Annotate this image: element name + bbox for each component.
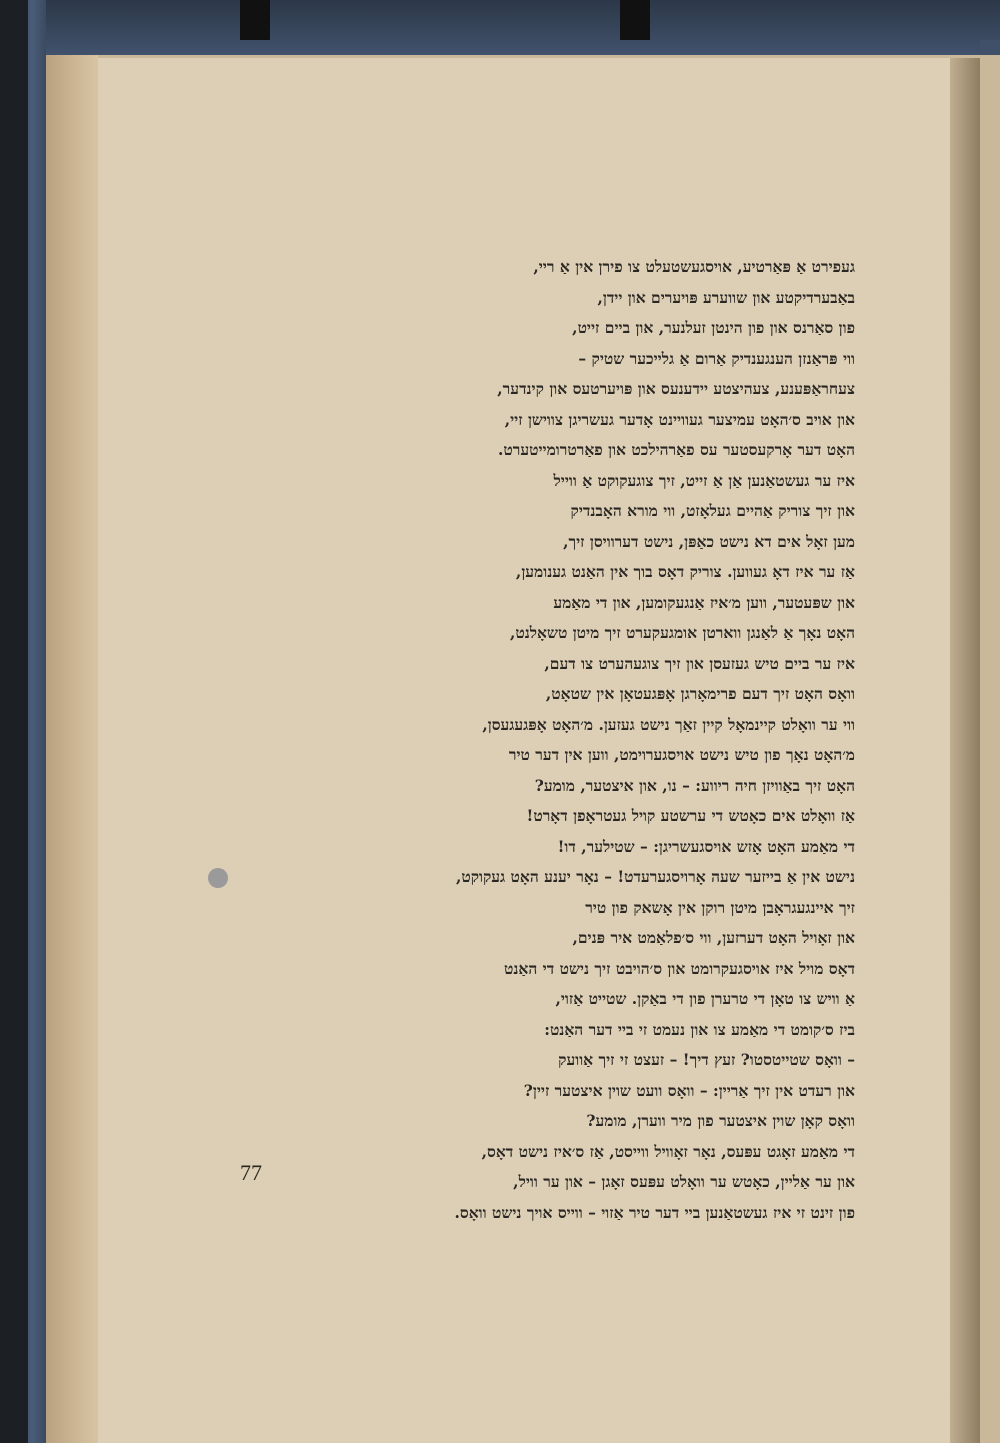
text-line: האָט נאָך אַ לאַנגן ווארטן אומגעקערט זיך מיטן טשאָלנט,: [509, 623, 855, 642]
text-line: און ער אַליין, כאָטש ער וואָלט עפּעס זאָגן – און ער וויל,: [513, 1172, 855, 1191]
book-spine: [0, 0, 28, 1443]
text-line: אַז וואָלט אים כאָטש די ערשטע קויל געטראָפן דאָרט!: [526, 806, 855, 825]
text-line: די מאַמע האָט אָזש אויסגעשריגן: – שטילער, דו!: [557, 836, 855, 856]
text-line: צעחראַפּענע, צעהיצטע יידענעס און פּויערטעס און קינדער,: [497, 379, 855, 398]
text-line: איז ער ביים טיש געזעסן און זיך צוגעהערט צו דעם,: [544, 653, 855, 673]
book-cover-top: [0, 0, 1000, 60]
page-gutter-shadow: [950, 58, 980, 1443]
text-line: די מאַמע זאָגט עפּעס, נאָר זאָוויל ווייסט, אַז ס׳איז נישט דאָס,: [481, 1141, 855, 1161]
text-line: וואָס האָט זיך דעם פרימאָרגן אָפּגעטאָן אין שטאָט,: [545, 684, 855, 703]
text-line: אַ וויש צו טאָן די טרערן פון די באַקן. שטייט אַזוי,: [555, 989, 855, 1008]
text-line: און זיך צוריק אַהיים געלאָזט, ווי מורא האָבנדיק: [570, 501, 855, 520]
text-line: באַבערדיקטע און שווערע פּויערים און יידן,: [597, 287, 855, 307]
page-text: [235, 252, 855, 1228]
text-line: ביז ס׳קומט די מאַמע צו און נעמט זי ביי דער האַנט:: [544, 1019, 855, 1039]
text-line: וואָס קאָן שוין איצטער פון מיר ווערן, מומע?: [586, 1111, 855, 1130]
text-line: און שפּעטער, ווען מ׳איז אַנגעקומען, און די מאַמע: [553, 592, 855, 612]
text-line: זיך איינגעגראָבן מיטן רוקן אין אָשאק פון טיר: [585, 897, 855, 917]
text-line: געפירט אַ פּאַרטיע, אויסגעשטעלט צו פירן אין אַ ריי,: [533, 257, 855, 276]
text-line: – וואָס שטייטסטו? זעץ דיך! – זעצט זי זיך אַוועק: [558, 1050, 855, 1069]
text-line: ווי פּראַנזן הענגענדיק אַרום אַ גלייכער שטיק –: [578, 348, 855, 368]
scanner-clip: [240, 0, 270, 40]
page-edge: [46, 55, 98, 1443]
page-hole: [208, 868, 228, 888]
text-line: מ׳האָט נאָך פון טיש נישט אויסגערוימט, ווען אין דער טיר: [508, 745, 855, 764]
text-line: האָט זיך באַוויזן חיה ריווע: – נו, און איצטער, מומע?: [534, 775, 855, 795]
text-line: און רעדט אין זיך אַריין: – וואָס וועט שוין איצטער זיין?: [523, 1080, 855, 1100]
text-line: פון סאַרנס און פון הינטן זעלנער, און ביים זייט,: [572, 318, 855, 337]
text-line: מען זאָל אים דא נישט כאַפּן, נישט דערוויסן זיך,: [563, 531, 855, 551]
text-line: איז ער געשטאַנען אַן אַ זייט, זיך צוגעקוקט אַ ווייל: [553, 470, 855, 490]
text-line: פון זינט זי איז געשטאַנען ביי דער טיר אַזוי – ווייס אויך נישט וואָס.: [454, 1202, 855, 1222]
scanner-clip: [620, 0, 650, 40]
page-number: 77: [240, 1160, 262, 1185]
text-line: נישט אין אַ בייזער שעה אָרויסגערעדט! – נאָר יענע האָט געקוקט,: [455, 867, 855, 886]
text-line: און אויב ס׳האָט עמיצער געוויינט אָדער געשריגן צווישן זיי,: [504, 409, 855, 429]
text-line: האָט דער אָרקעסטער עס פאַרהילכט און פאַרטרומייטערט.: [497, 440, 855, 459]
text-line: דאָס מויל איז אויסגעקרומט און ס׳הויבט זיך נישט די האַנט: [504, 958, 855, 978]
text-line: און זאָויל האָט דערזען, ווי ס׳פלאַמט איר פּנים,: [572, 928, 855, 947]
text-line: אַז ער איז דאָ געווען. צוריק דאָס בוך אין האַנט גענומען,: [515, 562, 855, 581]
text-line: ווי ער וואָלט קיינמאָל קיין זאַך נישט געזען. מ׳האָט אָפּגעגעסן,: [482, 714, 855, 734]
